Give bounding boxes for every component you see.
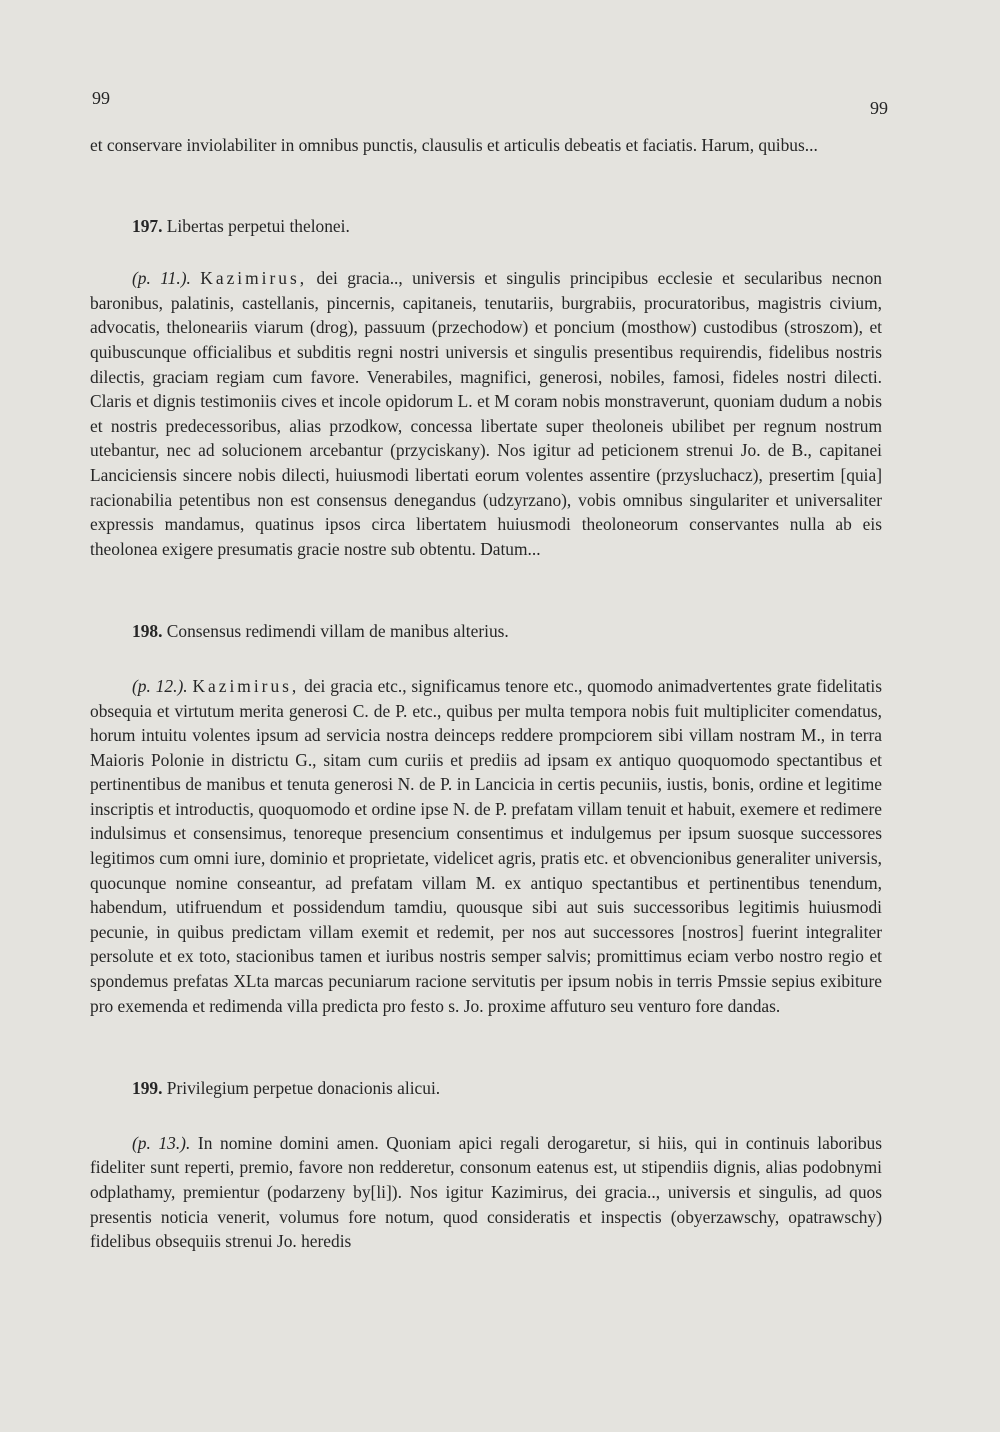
section-197-ref: (p. 11.).: [132, 268, 191, 289]
section-199-text: In nomine domini amen. Quoniam apici regali derogaretur, si hiis, qui in continuis laboribus fideliter sunt reperti, premio, favore non redderetur, consonum eatenus est, ut stipendiis dignis, alias podobnymi odplathamy, premientur (podarzeny by[li]). Nos igitur Kazimirus, dei gracia.., universis et singulis, ad quos presentis noticia venerit, volumus fore notum, quod consideratis et inspectis (obyerzawschy, opatrawschy) fidelibus obsequiis strenui Jo. heredis: [90, 1132, 882, 1252]
intro-paragraph: et conservare inviolabiliter in omnibus punctis, clausulis et articulis debeatis et faciatis. Harum, quibus...: [90, 135, 818, 155]
section-197-title: Libertas perpetui thelonei.: [166, 215, 350, 236]
section-199-number: 199.: [132, 1078, 163, 1099]
section-197-name: Kazimirus,: [200, 268, 308, 289]
section-198-number: 198.: [132, 621, 163, 642]
section-198-heading: [90, 619, 882, 644]
section-197-body: [90, 266, 882, 561]
section-199-heading: [90, 1076, 882, 1101]
section-198-ref: (p. 12.).: [132, 675, 188, 696]
section-197-number: 197.: [132, 215, 163, 236]
section-198-title: Consensus redimendi villam de manibus alterius.: [166, 621, 509, 642]
section-198-name: Kazimirus,: [192, 675, 300, 696]
section-197-text: dei gracia.., universis et singulis principibus ecclesie et secularibus necnon baronibus, palatinis, castellanis, pincernis, capitaneis, tenutariis, burgrabiis, procuratoribus, magistris civium, advocatis, theloneariis viarum (drog), passuum (przechodow) et poncium (mosthow) custodibus (stroszom), et quibuscunque officialibus et subditis regni nostri universis et singulis presentibus requirendis, fidelibus nostris dilectis, graciam regiam cum favore. Venerabiles, magnifici, generosi, nobiles, famosi, fideles nostri dilecti. Claris et dignis testimoniis cives et incole opidorum L. et M coram nobis monstraverunt, quoniam dudum a nobis et nostris predecessoribus, alias przodkow, concessa libertate super theoloneis ubilibet per regnum nostrum utebantur, nec ad solucionem arcebantur (przyciskany). Nos igitur ad peticionem strenui Jo. de B., capitanei Lanciciensis sincere nobis dilecti, huiusmodi libertati eorum volentes assentire (przysluchacz), presertim [quia] racionabilia petentibus non est consensus denegandus (udzyrzano), vobis omnibus singulariter et universaliter expressis mandamus, quatinus ipsos circa libertatem huiusmodi theoloneorum conservantes nulla ab eis theolonea exigere presumatis gracie nostre sub obtentu. Datum...: [90, 268, 882, 559]
document-body: [90, 133, 882, 1254]
section-198-body: [90, 674, 882, 1018]
section-198-text: dei gracia etc., significamus tenore etc., quomodo animadvertentes grate fidelitatis obsequia et virtutum merita generosi C. de P. etc., quibus per multa tempora nobis fuit multipliciter comendatus, horum intuitu volentes ipsum ad servicia nostra deinceps reddere prompciorem sibi villam nostram M., in terra Maioris Polonie in districtu G., sitam cum curiis et prediis ad ipsam ex antiquo quoquomodo spectantibus et pertinentibus de manibus et tenuta generosi N. de P. in Lancicia in certis pecuniis, iustis, bonis, ordine et legitime inscriptis et introductis, quoquomodo et ordine ipse N. de P. prefatam villam tenuit et habuit, exemere et redimere indulsimus et consensimus, tenoreque presencium consentimus et indulgemus per ipsum suosque successores legitimos cum omni iure, dominio et proprietate, videlicet agris, pratis etc. et obvencionibus generaliter universis, quocunque nomine conseantur, ad prefatam villam M. ex antiquo spectantibus et pertinentibus tenendum, habendum, utifruendum et possidendum tamdiu, quousque sibi aut suis successoribus legitimis huiusmodi pecunie, in quibus predictam villam exemit et redemit, per nos aut successores [nostros] fuerint integraliter persolute et ex toto, stacionibus tamen et iuribus nostris semper salvis; promittimus eciam verbo nostro regio et spondemus prefatas XLta marcas pecuniarum racione servitutis per ipsum nobis in terris Pmssie sepius exibiture pro exemenda et redimenda villa predicta pro festo s. Jo. proxime affuturo seu venturo fore dandas.: [90, 675, 883, 1016]
section-199-body: [90, 1131, 882, 1254]
section-199-title: Privilegium perpetue donacionis alicui.: [166, 1078, 441, 1099]
section-197-heading: [90, 214, 882, 239]
page-number-right: 99: [870, 98, 888, 118]
section-199-ref: (p. 13.).: [132, 1132, 191, 1153]
page-number-left: 99: [92, 88, 110, 108]
